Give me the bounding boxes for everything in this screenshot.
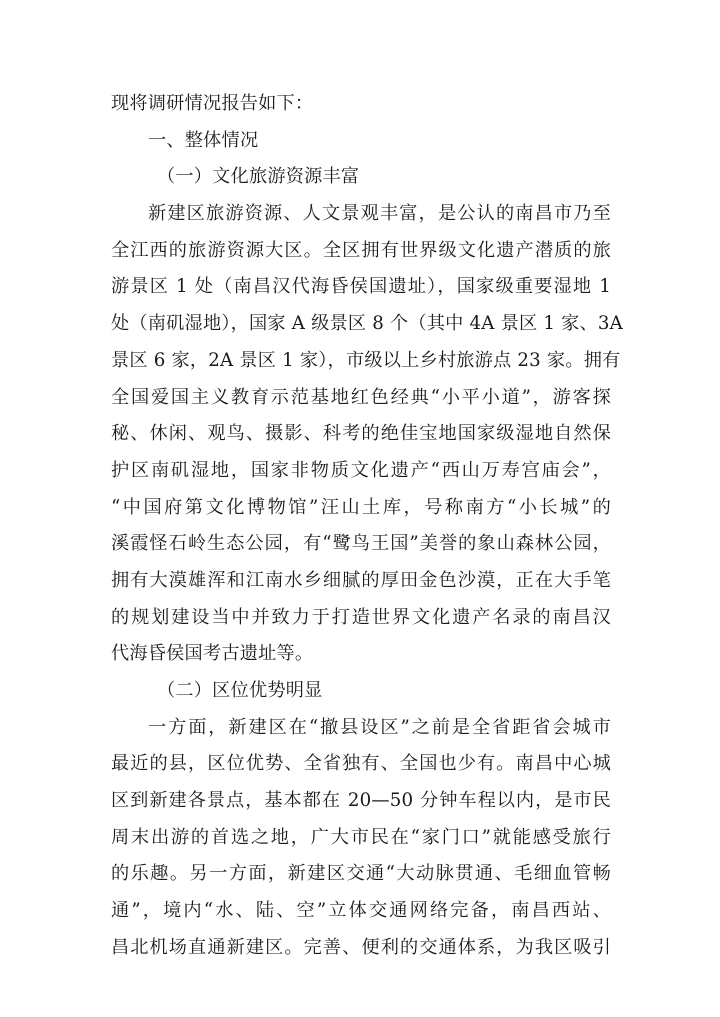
paragraph-1-line-7: 秘、休闲、观鸟、摄影、科考的绝佳宝地国家级湿地自然保: [111, 423, 611, 445]
paragraph-1-line-10: 溪霞怪石岭生态公园，有“鹭鸟王国”美誉的象山森林公园，: [111, 533, 611, 555]
paragraph-1-line-5: 景区 6 家，2A 景区 1 家），市级以上乡村旅游点 23 家。拥有: [111, 349, 621, 371]
paragraph-2-line-1: 一方面，新建区在“撤县设区”之前是全省距省会城市: [148, 716, 611, 738]
paragraph-2-line-7: 昌北机场直通新建区。完善、便利的交通体系，为我区吸引: [111, 936, 611, 958]
document-page: [111, 86, 623, 967]
paragraph-1-line-13: 代海昏侯国考古遗址等。: [111, 643, 314, 665]
paragraph-1-line-2: 全江西的旅游资源大区。全区拥有世界级文化遗产潜质的旅: [111, 239, 611, 261]
paragraph-2-line-3: 区到新建各景点，基本都在 20—50 分钟车程以内，是市民: [111, 790, 611, 812]
subsection-heading-2: （二）区位优势明显: [157, 680, 323, 701]
paragraph-1-line-12: 的规划建设当中并致力于打造世界文化遗产名录的南昌汉: [111, 606, 611, 628]
paragraph-2-line-4: 周末出游的首选之地，广大市民在“家门口”就能感受旅行: [111, 826, 611, 848]
paragraph-1-line-3: 游景区 1 处（南昌汉代海昏侯国遗址），国家级重要湿地 1: [111, 276, 611, 298]
paragraph-1-line-1: 新建区旅游资源、人文景观丰富，是公认的南昌市乃至: [148, 203, 611, 225]
paragraph-1-line-11: 拥有大漠雄浑和江南水乡细腻的厚田金色沙漠，正在大手笔: [111, 569, 611, 591]
paragraph-1-line-9: “中国府第文化博物馆”汪山土库，号称南方“小长城”的: [111, 496, 611, 518]
subsection-heading-1: （一）文化旅游资源丰富: [157, 166, 360, 188]
paragraph-1-line-6: 全国爱国主义教育示范基地红色经典“小平小道”，游客探: [111, 386, 611, 408]
paragraph-2-line-6: 通”，境内“水、陆、空”立体交通网络完备，南昌西站、: [111, 900, 611, 922]
paragraph-2-line-2: 最近的县，区位优势、全省独有、全国也少有。南昌中心城: [111, 753, 611, 775]
paragraph-2-line-5: 的乐趣。另一方面，新建区交通“大动脉贯通、毛细血管畅: [111, 863, 611, 885]
text-line-1: 现将调研情况报告如下：: [111, 93, 314, 114]
paragraph-1-line-8: 护区南矶湿地，国家非物质文化遗产“西山万寿宫庙会”，: [111, 459, 611, 481]
section-heading: 一、整体情况: [148, 129, 259, 151]
paragraph-1-line-4: 处（南矶湿地），国家 A 级景区 8 个（其中 4A 景区 1 家、3A: [111, 313, 623, 335]
